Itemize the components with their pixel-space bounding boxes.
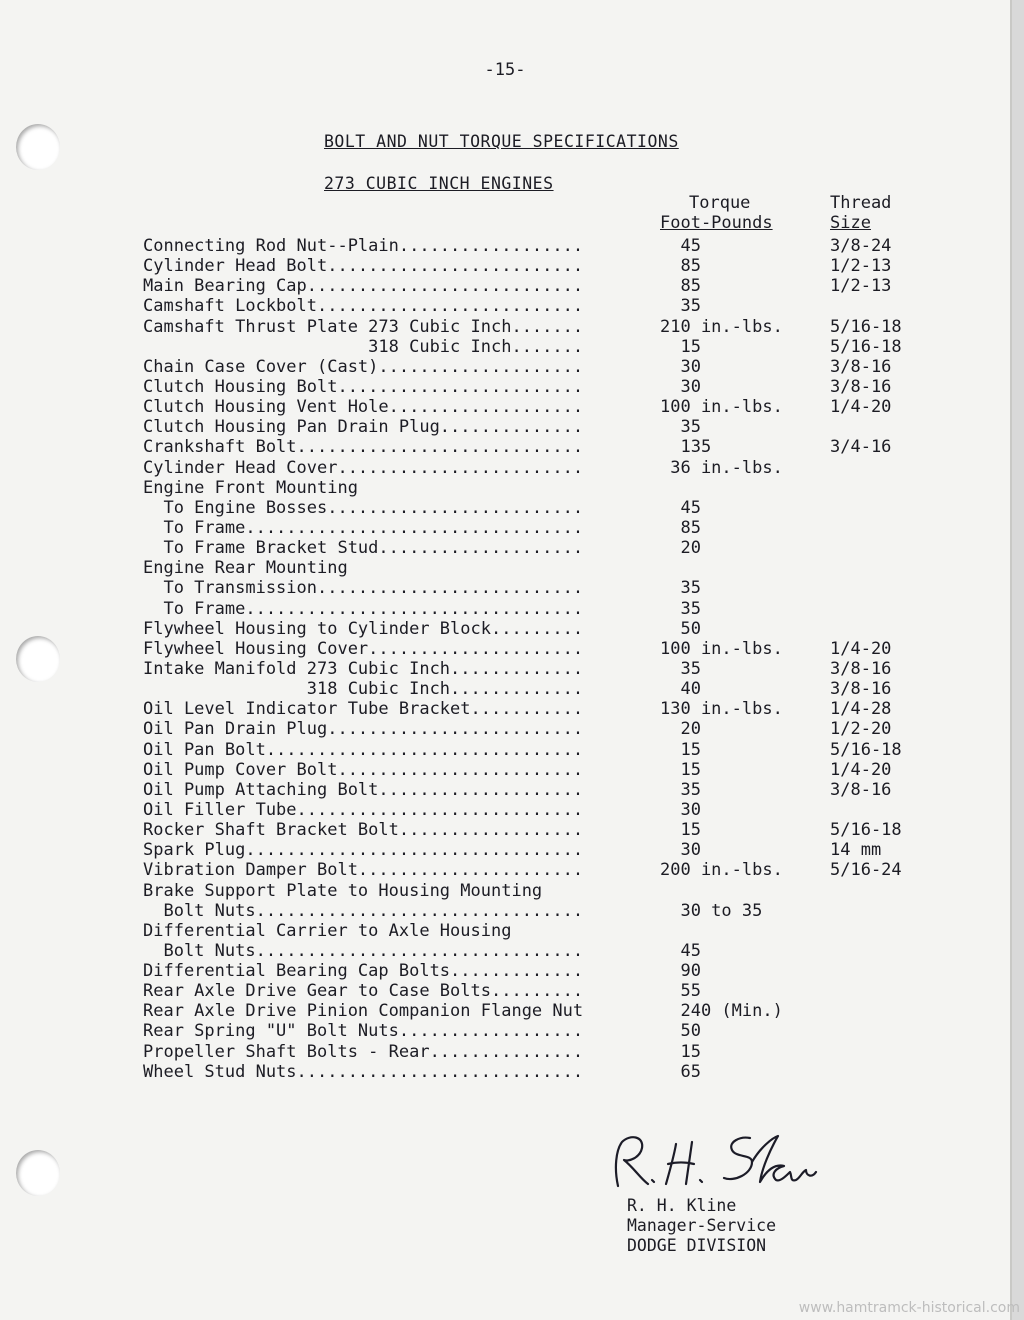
- row-thread: 5/16-18: [830, 316, 902, 337]
- row-name: Propeller Shaft Bolts - Rear...............: [143, 1041, 584, 1062]
- table-row: [0, 740, 1010, 760]
- signatory-title: Manager-Service: [627, 1216, 777, 1235]
- row-name: Rear Spring "U" Bolt Nuts..................: [143, 1021, 584, 1042]
- row-thread: 1/4-20: [830, 759, 892, 780]
- row-name: Flywheel Housing to Cylinder Block.........: [143, 618, 584, 639]
- row-name: Bolt Nuts................................: [143, 940, 584, 961]
- row-torque: 15: [660, 820, 701, 841]
- table-row: [0, 498, 1010, 518]
- table-row: [0, 1001, 1010, 1021]
- row-thread: 1/4-20: [830, 397, 892, 418]
- row-torque: 20: [660, 538, 701, 559]
- table-row: [0, 578, 1010, 598]
- row-name: Cylinder Head Cover........................: [143, 457, 584, 478]
- signatory-block: [627, 1196, 776, 1256]
- table-row: [0, 760, 1010, 780]
- table-row: [0, 659, 1010, 679]
- row-name: Main Bearing Cap...........................: [143, 276, 584, 297]
- section-subtitle: 273 CUBIC INCH ENGINES: [324, 174, 554, 193]
- thread-header-line2: Size: [830, 213, 871, 233]
- table-row: [0, 417, 1010, 437]
- row-torque: 200 in.-lbs.: [660, 860, 783, 881]
- torque-header-line1: Torque: [689, 193, 751, 213]
- table-row: [0, 357, 1010, 377]
- row-torque: 90: [660, 961, 701, 982]
- row-thread: 3/8-16: [830, 356, 892, 377]
- binder-hole: [16, 124, 60, 170]
- row-name: Vibration Damper Bolt......................: [143, 860, 584, 881]
- table-row: [0, 458, 1010, 478]
- row-torque: 130 in.-lbs.: [660, 699, 783, 720]
- row-torque: 35: [660, 779, 701, 800]
- row-name: Differential Bearing Cap Bolts.............: [143, 961, 584, 982]
- row-name: Oil Level Indicator Tube Bracket...........: [143, 699, 584, 720]
- row-torque: 55: [660, 981, 701, 1002]
- binder-hole: [16, 1150, 60, 1196]
- row-name: 318 Cubic Inch.............: [143, 679, 584, 700]
- thread-column-header: [830, 193, 902, 233]
- table-row: [0, 296, 1010, 316]
- torque-header-line2: Foot-Pounds: [660, 213, 773, 233]
- row-name: Oil Pan Drain Plug.........................: [143, 719, 584, 740]
- row-torque: 15: [660, 1041, 701, 1062]
- row-name: Bolt Nuts................................: [143, 900, 584, 921]
- row-name: Wheel Stud Nuts............................: [143, 1061, 584, 1082]
- row-name: Cylinder Head Bolt.........................: [143, 256, 584, 277]
- table-row: [0, 377, 1010, 397]
- signature: [600, 1128, 820, 1198]
- signatory-division: DODGE DIVISION: [627, 1236, 767, 1255]
- table-row: [0, 397, 1010, 417]
- row-thread: 3/8-16: [830, 376, 892, 397]
- row-torque: 30: [660, 840, 701, 861]
- table-row: [0, 276, 1010, 296]
- row-thread: 1/4-28: [830, 699, 892, 720]
- row-name: Rear Axle Drive Pinion Companion Flange Nut: [143, 1001, 584, 1022]
- row-torque: 50: [660, 618, 701, 639]
- row-thread: 3/4-16: [830, 437, 892, 458]
- row-name: Engine Rear Mounting: [143, 558, 348, 579]
- row-torque: 240 (Min.): [660, 1001, 783, 1022]
- row-torque: 30: [660, 376, 701, 397]
- page-title: BOLT AND NUT TORQUE SPECIFICATIONS: [324, 132, 679, 151]
- row-thread: 1/2-13: [830, 276, 892, 297]
- table-row: [0, 981, 1010, 1001]
- table-row: [0, 699, 1010, 719]
- row-name: Oil Pan Bolt...............................: [143, 739, 584, 760]
- row-name: To Frame Bracket Stud....................: [143, 538, 584, 559]
- row-name: Intake Manifold 273 Cubic Inch.............: [143, 658, 584, 679]
- row-torque: 100 in.-lbs.: [660, 397, 783, 418]
- table-row: [0, 256, 1010, 276]
- row-torque: 85: [660, 517, 701, 538]
- table-row: [0, 317, 1010, 337]
- row-name: Camshaft Thrust Plate 273 Cubic Inch.......: [143, 316, 584, 337]
- row-torque: 45: [660, 940, 701, 961]
- row-thread: 5/16-24: [830, 860, 902, 881]
- row-name: To Frame.................................: [143, 598, 584, 619]
- table-row: [0, 840, 1010, 860]
- row-name: To Frame.................................: [143, 517, 584, 538]
- row-thread: 3/8-24: [830, 236, 892, 256]
- row-thread: 3/8-16: [830, 779, 892, 800]
- table-row: [0, 961, 1010, 981]
- row-name: Camshaft Lockbolt..........................: [143, 296, 584, 317]
- table-row: [0, 820, 1010, 840]
- row-torque: 15: [660, 336, 701, 357]
- table-row: [0, 1062, 1010, 1082]
- row-torque: 85: [660, 276, 701, 297]
- torque-column-header: [660, 193, 773, 233]
- row-thread: 3/8-16: [830, 658, 892, 679]
- table-row: [0, 599, 1010, 619]
- row-name: Clutch Housing Vent Hole...................: [143, 397, 584, 418]
- table-row: [0, 337, 1010, 357]
- row-torque: 35: [660, 598, 701, 619]
- row-thread: 1/2-13: [830, 256, 892, 277]
- row-torque: 35: [660, 658, 701, 679]
- table-row: [0, 921, 1010, 941]
- signatory-name: R. H. Kline: [627, 1196, 737, 1215]
- table-row: [0, 538, 1010, 558]
- table-row: [0, 780, 1010, 800]
- page-number: -15-: [484, 60, 526, 80]
- row-torque: 30 to 35: [660, 900, 763, 921]
- table-row: [0, 619, 1010, 639]
- row-name: Brake Support Plate to Housing Mounting: [143, 880, 543, 901]
- row-thread: 3/8-16: [830, 679, 892, 700]
- row-name: Connecting Rod Nut--Plain..................: [143, 236, 584, 256]
- row-name: Rear Axle Drive Gear to Case Bolts.........: [143, 981, 584, 1002]
- thread-header-line1: Thread: [830, 193, 892, 213]
- row-torque: 40: [660, 679, 701, 700]
- row-torque: 65: [660, 1061, 701, 1082]
- row-thread: 1/2-20: [830, 719, 892, 740]
- row-torque: 45: [660, 236, 701, 256]
- table-row: [0, 901, 1010, 921]
- row-torque: 15: [660, 739, 701, 760]
- row-torque: 135: [660, 437, 712, 458]
- row-name: Engine Front Mounting: [143, 477, 358, 498]
- row-torque: 30: [660, 799, 701, 820]
- row-name: 318 Cubic Inch.......: [143, 336, 584, 357]
- table-row: [0, 941, 1010, 961]
- row-thread: 5/16-18: [830, 336, 902, 357]
- row-name: To Engine Bosses.........................: [143, 497, 584, 518]
- row-name: Spark Plug.................................: [143, 840, 584, 861]
- table-row: [0, 719, 1010, 739]
- row-name: Crankshaft Bolt............................: [143, 437, 584, 458]
- row-name: Rocker Shaft Bracket Bolt..................: [143, 820, 584, 841]
- table-row: [0, 1042, 1010, 1062]
- row-name: Oil Pump Attaching Bolt....................: [143, 779, 584, 800]
- torque-table: [0, 236, 1010, 1082]
- row-torque: 35: [660, 578, 701, 599]
- table-row: [0, 437, 1010, 457]
- row-name: Oil Pump Cover Bolt........................: [143, 759, 584, 780]
- table-row: [0, 679, 1010, 699]
- row-torque: 45: [660, 497, 701, 518]
- row-torque: 50: [660, 1021, 701, 1042]
- row-thread: 5/16-18: [830, 739, 902, 760]
- row-name: Chain Case Cover (Cast)....................: [143, 356, 584, 377]
- row-thread: 14 mm: [830, 840, 882, 861]
- table-row: [0, 518, 1010, 538]
- table-row: [0, 558, 1010, 578]
- table-row: [0, 800, 1010, 820]
- table-row: [0, 478, 1010, 498]
- table-row: [0, 860, 1010, 880]
- table-row: [0, 236, 1010, 256]
- row-thread: 5/16-18: [830, 820, 902, 841]
- row-thread: 1/4-20: [830, 638, 892, 659]
- table-row: [0, 639, 1010, 659]
- row-name: Clutch Housing Pan Drain Plug..............: [143, 417, 584, 438]
- row-torque: 20: [660, 719, 701, 740]
- row-torque: 210 in.-lbs.: [660, 316, 783, 337]
- row-name: Differential Carrier to Axle Housing: [143, 920, 512, 941]
- watermark: www.hamtramck-historical.com: [798, 1300, 1020, 1316]
- row-torque: 36 in.-lbs.: [660, 457, 783, 478]
- row-torque: 85: [660, 256, 701, 277]
- row-name: To Transmission..........................: [143, 578, 584, 599]
- row-name: Flywheel Housing Cover.....................: [143, 638, 584, 659]
- table-row: [0, 881, 1010, 901]
- table-row: [0, 1021, 1010, 1041]
- row-name: Clutch Housing Bolt........................: [143, 376, 584, 397]
- row-torque: 35: [660, 296, 701, 317]
- row-torque: 30: [660, 356, 701, 377]
- row-torque: 15: [660, 759, 701, 780]
- row-torque: 35: [660, 417, 701, 438]
- row-torque: 100 in.-lbs.: [660, 638, 783, 659]
- row-name: Oil Filler Tube............................: [143, 799, 584, 820]
